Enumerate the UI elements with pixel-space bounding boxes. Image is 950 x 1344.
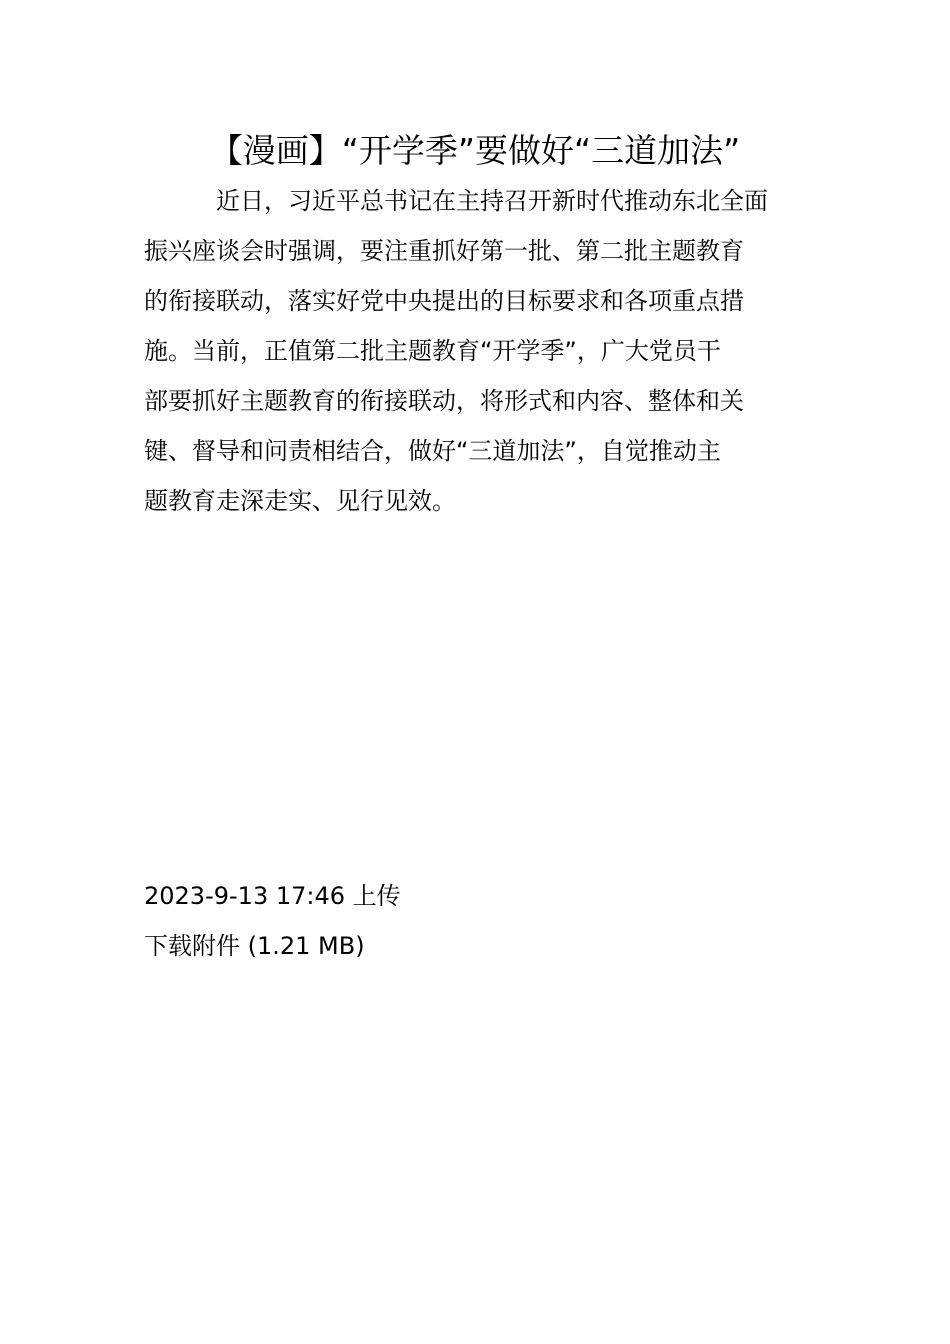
paragraph-line: 部要抓好主题教育的衔接联动，将形式和内容、整体和关 xyxy=(144,387,744,415)
paragraph-line: 题教育走深走实、见行见效。 xyxy=(144,487,456,515)
upload-timestamp: 2023-9-13 17:46 上传 xyxy=(144,882,401,910)
download-attachment-link[interactable]: 下载附件 (1.21 MB) xyxy=(144,932,365,960)
paragraph-line: 振兴座谈会时强调，要注重抓好第一批、第二批主题教育 xyxy=(144,237,744,265)
paragraph-line: 施。当前，正值第二批主题教育“开学季”，广大党员干 xyxy=(144,337,721,365)
paragraph-line: 键、督导和问责相结合，做好“三道加法”，自觉推动主 xyxy=(144,437,721,465)
paragraph-line-text: 近日，习近平总书记在主持召开新时代推动东北全面 xyxy=(216,187,768,215)
paragraph-line: 的衔接联动，落实好党中央提出的目标要求和各项重点措 xyxy=(144,287,744,315)
paragraph-line xyxy=(144,176,806,226)
article-paragraph xyxy=(144,176,806,526)
document-title: 【漫画】“开学季”要做好“三道加法” xyxy=(209,131,741,170)
